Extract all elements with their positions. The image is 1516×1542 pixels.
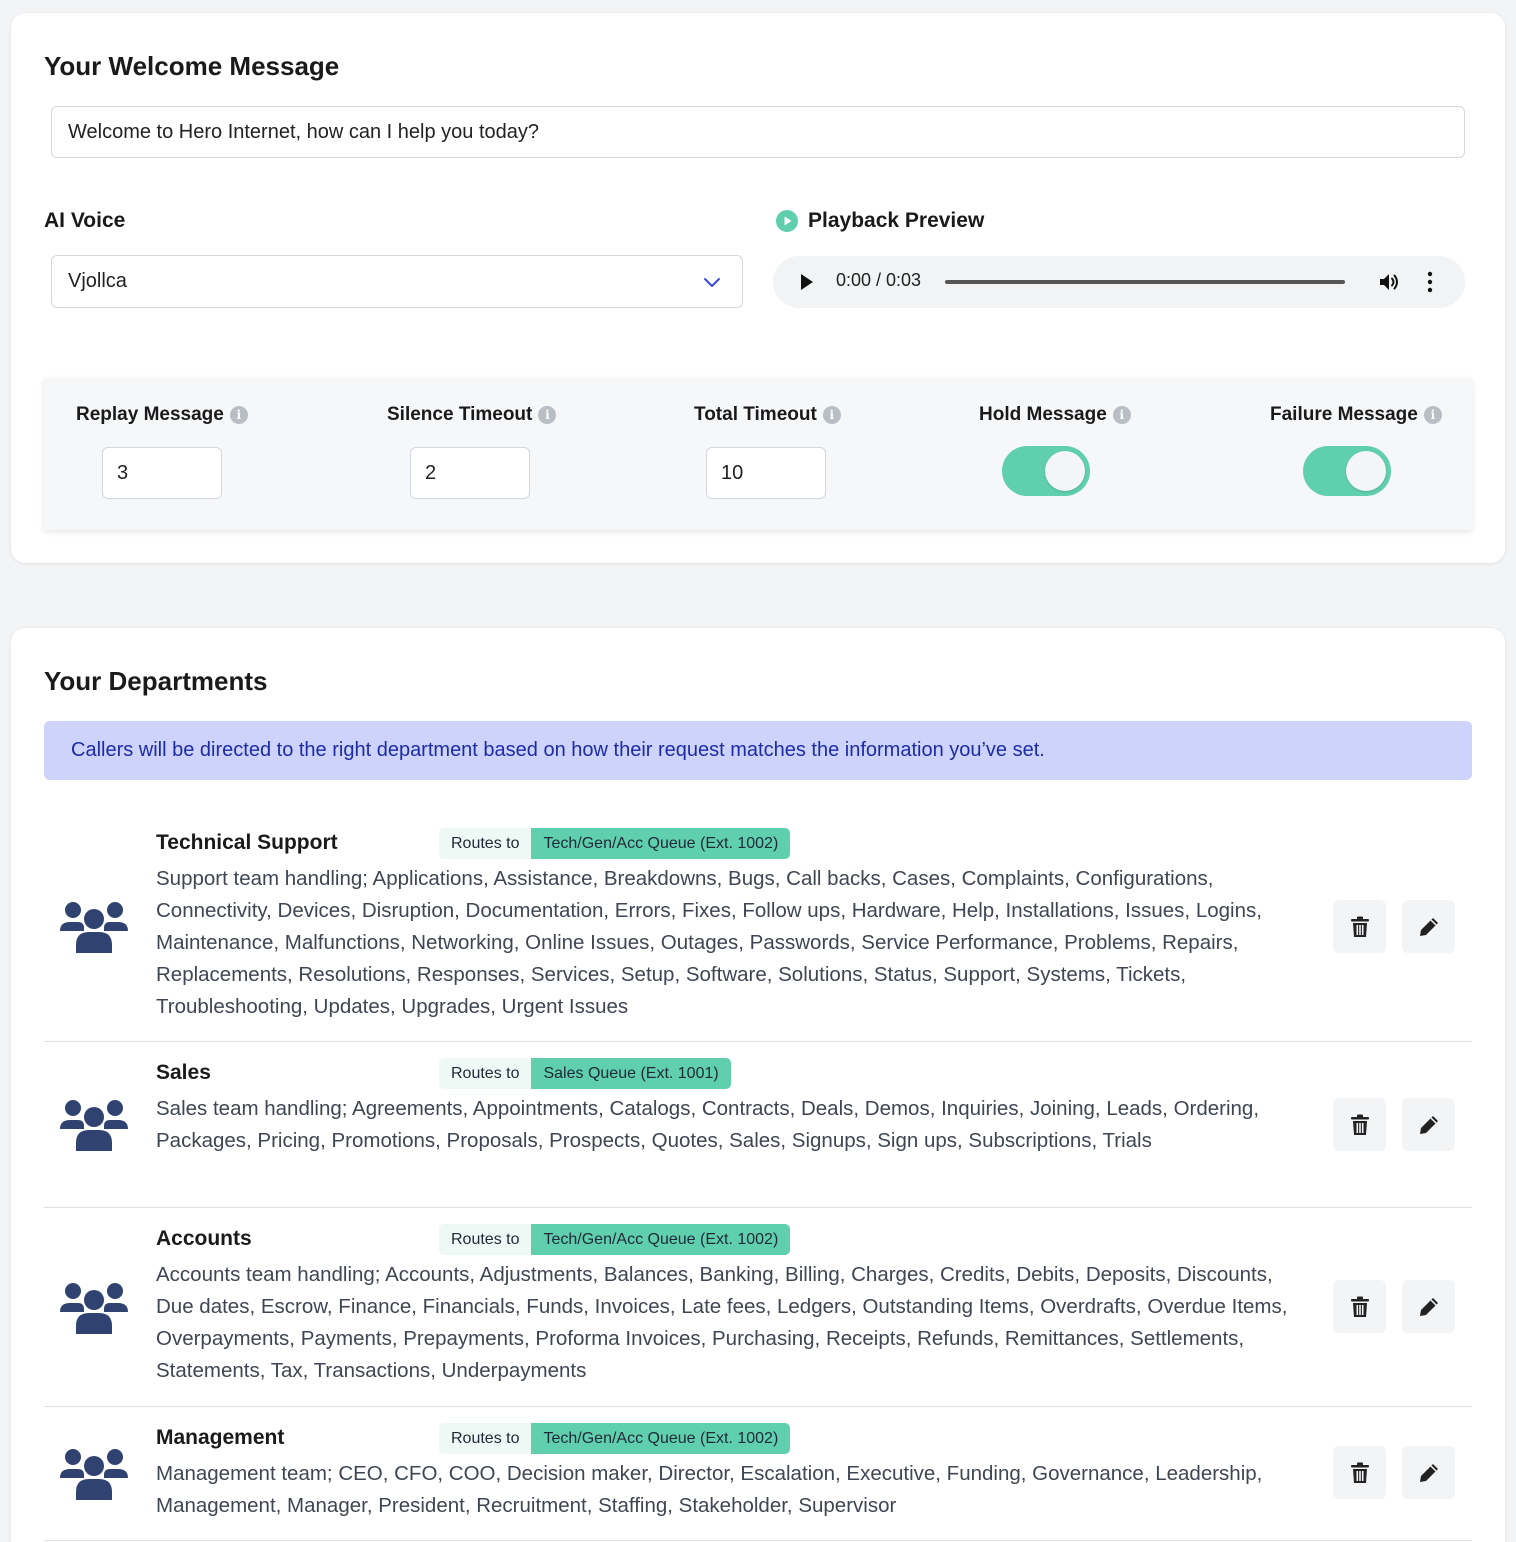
- failure-message-label-text: Failure Message: [1270, 404, 1418, 425]
- info-icon[interactable]: i: [538, 406, 556, 424]
- row-divider: [44, 1406, 1472, 1407]
- hold-message-toggle[interactable]: [1002, 446, 1090, 496]
- department-description: Support team handling; Applications, Assistance, Breakdowns, Bugs, Call backs, Cases, Complaints, Configurations, Connectivity, Devices, Disruption, Documentation, Errors, Fixes, Follow ups, Hardware, Help, Installations, Issues, Logins, Maintenance, Malfunctions, Networking, Online Issues, Outages, Passwords, Service Performance, Problems, Repairs, Replacements, Resolutions, Responses, Services, Setup, Software, Solutions, Status, Support, Systems, Tickets, Troubleshooting, Updates, Upgrades, Urgent Issues: [156, 867, 1262, 1018]
- users-icon: [60, 1096, 128, 1152]
- trash-icon: [1350, 1296, 1370, 1318]
- department-name: Accounts: [156, 1227, 252, 1250]
- trash-icon: [1350, 1462, 1370, 1484]
- playback-preview-label: Playback Preview: [808, 209, 985, 232]
- departments-card: [11, 628, 1505, 1542]
- more-vertical-icon[interactable]: [1425, 270, 1435, 294]
- route-queue: Tech/Gen/Acc Queue (Ext. 1002): [531, 1423, 790, 1454]
- routes-to-label: Routes to: [439, 1423, 531, 1454]
- replay-message-input[interactable]: 3: [102, 447, 222, 499]
- routes-to-label: Routes to: [439, 1058, 531, 1089]
- silence-timeout-label: [387, 404, 556, 426]
- toggle-knob: [1045, 451, 1085, 491]
- row-divider: [44, 1207, 1472, 1208]
- failure-message-toggle[interactable]: [1303, 446, 1391, 496]
- welcome-title: Your Welcome Message: [44, 51, 340, 81]
- edit-button[interactable]: [1402, 1446, 1455, 1499]
- pencil-icon: [1418, 1462, 1440, 1484]
- volume-icon[interactable]: [1377, 270, 1401, 294]
- edit-button[interactable]: [1402, 1280, 1455, 1333]
- route-queue: Tech/Gen/Acc Queue (Ext. 1002): [531, 1224, 790, 1255]
- play-icon[interactable]: [799, 272, 815, 292]
- edit-button[interactable]: [1402, 900, 1455, 953]
- delete-button[interactable]: [1333, 1098, 1386, 1151]
- department-description: Management team; CEO, CFO, COO, Decision maker, Director, Escalation, Executive, Funding, Governance, Leadership, Management, Manager, President, Recruitment, Staffing, Stakeholder, Supervisor: [156, 1462, 1263, 1517]
- call-settings-panel: [44, 378, 1472, 530]
- info-icon[interactable]: i: [1113, 406, 1131, 424]
- users-icon: [60, 1279, 128, 1335]
- route-badge: [439, 1224, 790, 1255]
- chevron-down-icon: [702, 272, 722, 292]
- department-row: [44, 1423, 1472, 1541]
- audio-progress-track[interactable]: [945, 280, 1345, 284]
- department-name: Sales: [156, 1061, 211, 1084]
- delete-button[interactable]: [1333, 1280, 1386, 1333]
- ai-voice-select[interactable]: [51, 255, 743, 308]
- total-timeout-input[interactable]: 10: [706, 447, 826, 499]
- welcome-card: [11, 13, 1505, 563]
- toggle-knob: [1346, 451, 1386, 491]
- pencil-icon: [1418, 1114, 1440, 1136]
- replay-message-label: [76, 404, 248, 426]
- hold-message-label: [979, 404, 1131, 426]
- replay-message-label-text: Replay Message: [76, 404, 224, 425]
- pencil-icon: [1418, 916, 1440, 938]
- row-divider: [44, 1041, 1472, 1042]
- route-badge: [439, 1423, 790, 1454]
- pencil-icon: [1418, 1296, 1440, 1318]
- welcome-message-input[interactable]: Welcome to Hero Internet, how can I help you today?: [51, 106, 1465, 158]
- route-queue: Sales Queue (Ext. 1001): [531, 1058, 730, 1089]
- silence-timeout-input[interactable]: 2: [410, 447, 530, 499]
- audio-time: 0:00 / 0:03: [836, 270, 922, 290]
- routes-to-label: Routes to: [439, 1224, 531, 1255]
- department-row: [44, 828, 1472, 1042]
- department-name: Management: [156, 1426, 285, 1449]
- trash-icon: [1350, 1114, 1370, 1136]
- total-timeout-label-text: Total Timeout: [694, 404, 817, 425]
- department-description: Sales team handling; Agreements, Appointments, Catalogs, Contracts, Deals, Demos, Inquiries, Joining, Leads, Ordering, Packages, Pricing, Promotions, Proposals, Prospects, Quotes, Sales, Signups, Sign ups, Subscriptions, Trials: [156, 1097, 1260, 1152]
- trash-icon: [1350, 916, 1370, 938]
- departments-title: Your Departments: [44, 666, 268, 696]
- info-icon[interactable]: i: [1424, 406, 1442, 424]
- delete-button[interactable]: [1333, 1446, 1386, 1499]
- ai-voice-value: Vjollca: [68, 270, 127, 292]
- route-badge: [439, 1058, 731, 1089]
- ai-voice-label: AI Voice: [44, 209, 126, 232]
- users-icon: [60, 898, 128, 954]
- info-icon[interactable]: i: [823, 406, 841, 424]
- hold-message-label-text: Hold Message: [979, 404, 1107, 425]
- department-name: Technical Support: [156, 831, 338, 854]
- info-icon[interactable]: i: [230, 406, 248, 424]
- route-badge: [439, 828, 790, 859]
- edit-button[interactable]: [1402, 1098, 1455, 1151]
- total-timeout-label: [694, 404, 841, 426]
- department-row: [44, 1058, 1472, 1208]
- failure-message-label: [1270, 404, 1442, 426]
- info-banner: Callers will be directed to the right department based on how their request matches the information you’ve set.: [44, 721, 1472, 780]
- row-divider: [44, 1540, 1472, 1541]
- audio-player[interactable]: [773, 256, 1465, 308]
- department-row: [44, 1224, 1472, 1407]
- play-circle-icon: [776, 210, 798, 232]
- users-icon: [60, 1445, 128, 1501]
- route-queue: Tech/Gen/Acc Queue (Ext. 1002): [531, 828, 790, 859]
- delete-button[interactable]: [1333, 900, 1386, 953]
- routes-to-label: Routes to: [439, 828, 531, 859]
- silence-timeout-label-text: Silence Timeout: [387, 404, 533, 425]
- department-description: Accounts team handling; Accounts, Adjustments, Balances, Banking, Billing, Charges, Credits, Debits, Deposits, Discounts, Due dates, Escrow, Finance, Financials, Funds, Invoices, Late fees, Ledgers, Outstanding Items, Overdrafts, Overdue Items, Overpayments, Payments, Prepayments, Proforma Invoices, Purchasing, Receipts, Refunds, Remittances, Settlements, Statements, Tax, Transactions, Underpayments: [156, 1263, 1288, 1382]
